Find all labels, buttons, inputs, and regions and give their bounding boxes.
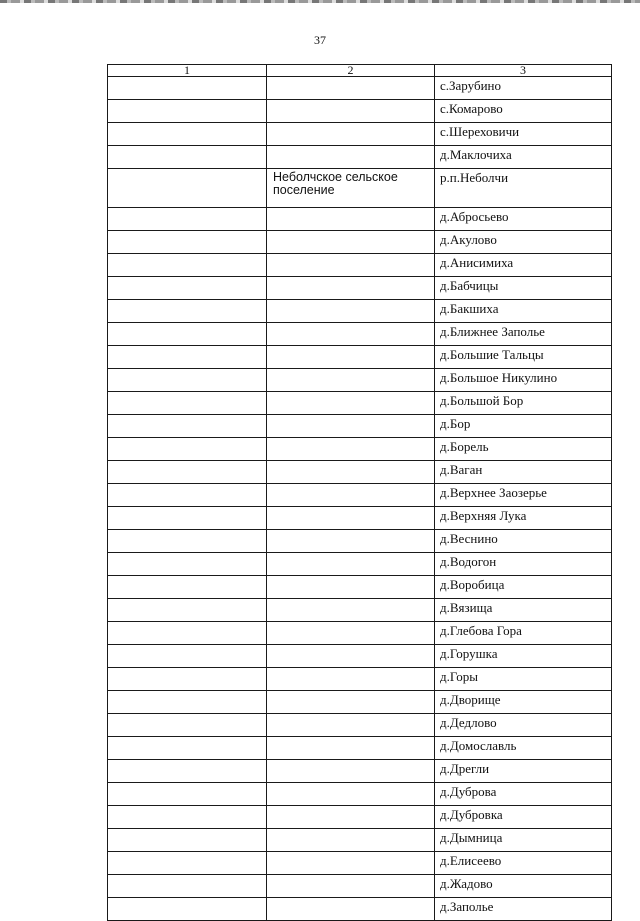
table-row: [108, 553, 612, 576]
settlement-cell: д.Дрегли: [435, 760, 612, 783]
row-number-cell: [108, 760, 267, 783]
row-number-cell: [108, 254, 267, 277]
table-row: [108, 346, 612, 369]
district-cell: [267, 576, 435, 599]
district-cell: [267, 461, 435, 484]
page-number: 37: [314, 33, 326, 47]
table-row: [108, 277, 612, 300]
table-row: [108, 714, 612, 737]
table-row: [108, 737, 612, 760]
table-row: [108, 438, 612, 461]
settlement-cell: д.Глебова Гора: [435, 622, 612, 645]
table-row: [108, 852, 612, 875]
district-cell: [267, 530, 435, 553]
column-header-1: 1: [108, 65, 267, 77]
row-number-cell: [108, 100, 267, 123]
settlement-cell: д.Анисимиха: [435, 254, 612, 277]
table-row: [108, 146, 612, 169]
row-number-cell: [108, 691, 267, 714]
row-number-cell: [108, 484, 267, 507]
settlement-cell: д.Большое Никулино: [435, 369, 612, 392]
district-cell: [267, 760, 435, 783]
table-row: [108, 484, 612, 507]
row-number-cell: [108, 806, 267, 829]
settlement-cell: д.Абросьево: [435, 208, 612, 231]
settlement-cell: д.Ближнее Заполье: [435, 323, 612, 346]
settlement-cell: с.Шереховичи: [435, 123, 612, 146]
settlement-cell: д.Верхнее Заозерье: [435, 484, 612, 507]
settlement-cell: с.Зарубино: [435, 77, 612, 100]
table-row: [108, 645, 612, 668]
row-number-cell: [108, 507, 267, 530]
district-cell: [267, 392, 435, 415]
settlement-cell: с.Комарово: [435, 100, 612, 123]
district-cell: [267, 415, 435, 438]
row-number-cell: [108, 714, 267, 737]
district-cell: [267, 737, 435, 760]
table-row: [108, 576, 612, 599]
row-number-cell: [108, 576, 267, 599]
district-cell: [267, 852, 435, 875]
row-number-cell: [108, 668, 267, 691]
table-row: [108, 668, 612, 691]
settlement-cell: д.Бабчицы: [435, 277, 612, 300]
row-number-cell: [108, 323, 267, 346]
settlement-cell: д.Ваган: [435, 461, 612, 484]
settlement-cell: д.Бакшиха: [435, 300, 612, 323]
row-number-cell: [108, 461, 267, 484]
settlement-cell: д.Акулово: [435, 231, 612, 254]
district-cell: [267, 100, 435, 123]
settlement-cell: д.Маклочиха: [435, 146, 612, 169]
table-row: [108, 231, 612, 254]
table-row: [108, 300, 612, 323]
row-number-cell: [108, 875, 267, 898]
district-cell: [267, 898, 435, 921]
district-cell: [267, 123, 435, 146]
district-cell: [267, 254, 435, 277]
settlement-cell: д.Водогон: [435, 553, 612, 576]
district-cell: [267, 146, 435, 169]
row-number-cell: [108, 852, 267, 875]
row-number-cell: [108, 599, 267, 622]
table-row: [108, 622, 612, 645]
row-number-cell: [108, 300, 267, 323]
table-row: [108, 169, 612, 208]
row-number-cell: [108, 898, 267, 921]
settlement-cell: д.Заполье: [435, 898, 612, 921]
table-row: [108, 254, 612, 277]
row-number-cell: [108, 737, 267, 760]
district-cell: [267, 77, 435, 100]
district-cell: [267, 668, 435, 691]
settlement-cell: д.Верхняя Лука: [435, 507, 612, 530]
district-cell: [267, 300, 435, 323]
row-number-cell: [108, 77, 267, 100]
column-header-3: 3: [435, 65, 612, 77]
district-cell: [267, 599, 435, 622]
settlement-cell: д.Дедлово: [435, 714, 612, 737]
table-row: [108, 829, 612, 852]
district-cell: [267, 622, 435, 645]
settlement-cell: д.Горушка: [435, 645, 612, 668]
table-row: [108, 392, 612, 415]
row-number-cell: [108, 415, 267, 438]
row-number-cell: [108, 438, 267, 461]
row-number-cell: [108, 346, 267, 369]
district-cell: [267, 806, 435, 829]
column-header-2: 2: [267, 65, 435, 77]
settlement-cell: д.Веснино: [435, 530, 612, 553]
table-row: [108, 691, 612, 714]
table-header-row: [108, 65, 612, 77]
scan-top-edge: [0, 0, 640, 3]
settlement-cell: д.Большие Тальцы: [435, 346, 612, 369]
table-row: [108, 530, 612, 553]
settlement-cell: р.п.Неболчи: [435, 169, 612, 208]
settlement-cell: д.Горы: [435, 668, 612, 691]
district-cell: [267, 507, 435, 530]
settlement-cell: д.Дымница: [435, 829, 612, 852]
district-cell: [267, 277, 435, 300]
district-cell: [267, 323, 435, 346]
settlement-cell: д.Вязища: [435, 599, 612, 622]
district-cell: [267, 231, 435, 254]
table-row: [108, 123, 612, 146]
settlement-cell: д.Дуброва: [435, 783, 612, 806]
table-body: [108, 65, 612, 921]
row-number-cell: [108, 146, 267, 169]
table-row: [108, 875, 612, 898]
row-number-cell: [108, 622, 267, 645]
row-number-cell: [108, 123, 267, 146]
row-number-cell: [108, 645, 267, 668]
district-cell: [267, 346, 435, 369]
table-row: [108, 760, 612, 783]
settlements-table: [107, 64, 612, 921]
table-row: [108, 461, 612, 484]
district-cell: [267, 208, 435, 231]
row-number-cell: [108, 392, 267, 415]
settlement-cell: д.Большой Бор: [435, 392, 612, 415]
district-cell: [267, 829, 435, 852]
district-cell: [267, 691, 435, 714]
row-number-cell: [108, 829, 267, 852]
row-number-cell: [108, 208, 267, 231]
row-number-cell: [108, 369, 267, 392]
table-row: [108, 806, 612, 829]
table-row: [108, 100, 612, 123]
table-row: [108, 208, 612, 231]
district-cell: [267, 553, 435, 576]
district-cell: [267, 369, 435, 392]
district-cell: [267, 783, 435, 806]
settlement-cell: д.Дубровка: [435, 806, 612, 829]
district-cell: Неболчское сельское поселение: [267, 169, 435, 208]
settlement-cell: д.Дворище: [435, 691, 612, 714]
district-cell: [267, 645, 435, 668]
row-number-cell: [108, 783, 267, 806]
table-row: [108, 507, 612, 530]
settlement-cell: д.Жадово: [435, 875, 612, 898]
row-number-cell: [108, 530, 267, 553]
settlement-cell: д.Бор: [435, 415, 612, 438]
table-row: [108, 783, 612, 806]
table-row: [108, 369, 612, 392]
table-row: [108, 898, 612, 921]
row-number-cell: [108, 169, 267, 208]
district-cell: [267, 484, 435, 507]
district-cell: [267, 714, 435, 737]
table-row: [108, 77, 612, 100]
settlement-cell: д.Домославль: [435, 737, 612, 760]
table-row: [108, 599, 612, 622]
district-cell: [267, 875, 435, 898]
settlement-cell: д.Борель: [435, 438, 612, 461]
row-number-cell: [108, 277, 267, 300]
settlement-cell: д.Воробица: [435, 576, 612, 599]
table-row: [108, 323, 612, 346]
district-cell: [267, 438, 435, 461]
row-number-cell: [108, 231, 267, 254]
row-number-cell: [108, 553, 267, 576]
settlement-cell: д.Елисеево: [435, 852, 612, 875]
table-row: [108, 415, 612, 438]
